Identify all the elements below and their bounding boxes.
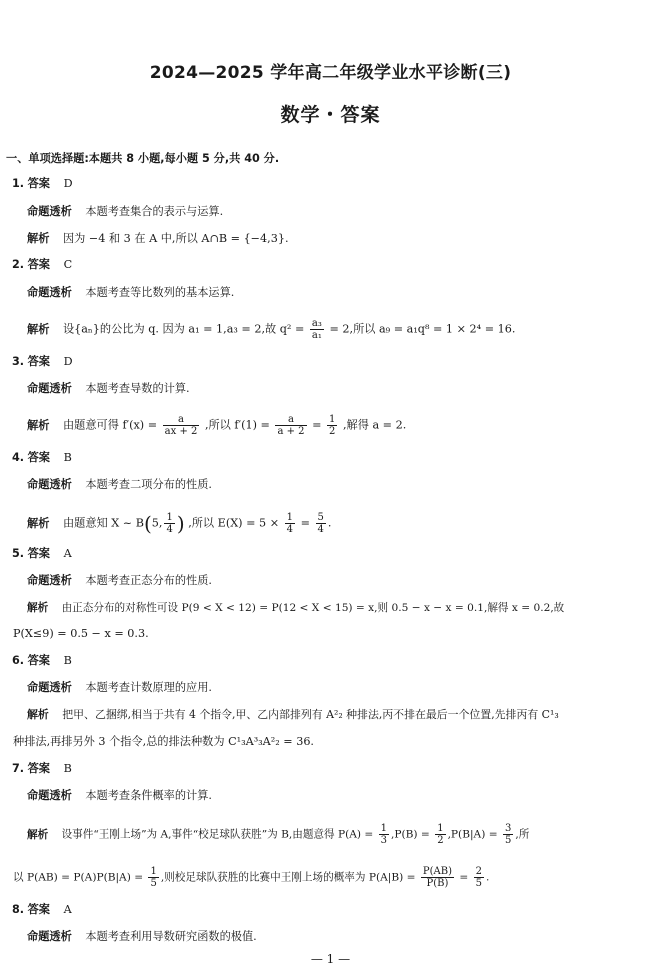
q3-analysis-mid: ,所以 f′(1) = — [204, 418, 270, 432]
q7-l1-f3-num: 3 — [504, 823, 512, 834]
q7-insight-line — [27, 789, 212, 803]
q7-l2-fraction-2 — [421, 866, 454, 889]
q3-fraction-2 — [275, 414, 306, 437]
q2-answer-line — [12, 258, 72, 272]
q4-binom-n: 5, — [151, 516, 163, 530]
q8-number: 8. — [12, 903, 25, 916]
q1-insight-label: 命题透析 — [27, 205, 72, 218]
q7-l1-pre: 设事件“王刚上场”为 A,事件“校足球队获胜”为 B,由题意得 P(A) = — [61, 828, 374, 841]
q7-l1-fraction-2 — [435, 823, 445, 846]
q4-insight-label: 命题透析 — [27, 478, 72, 491]
q5-insight-label: 命题透析 — [27, 574, 72, 587]
q7-l1-f1-den: 3 — [380, 835, 388, 846]
q7-answer-label: 答案 — [27, 762, 50, 775]
q4-f3-den: 4 — [317, 524, 324, 535]
q3-analysis-label: 解析 — [27, 418, 50, 432]
page-subtitle: 数学・答案 — [280, 104, 381, 126]
q7-analysis-line-2 — [13, 866, 489, 889]
q6-insight-label: 命题透析 — [27, 681, 72, 694]
q4-fraction-1 — [164, 512, 174, 535]
q4-f1-num: 1 — [166, 512, 173, 523]
q6-analysis-line-1 — [27, 708, 559, 722]
q1-analysis: 因为 −4 和 3 在 A 中,所以 A∩B = {−4,3}. — [62, 232, 289, 245]
q2-answer: C — [63, 258, 73, 271]
q7-l1-m1: ,P(B) = — [391, 828, 430, 841]
q7-answer: B — [63, 762, 72, 775]
q1-number: 1. — [12, 177, 25, 190]
q3-f2-den: a + 2 — [277, 426, 305, 437]
q7-l1-m2: ,P(B|A) = — [447, 828, 498, 841]
q4-analysis-line — [27, 512, 331, 535]
q7-insight: 本题考查条件概率的计算. — [85, 789, 212, 802]
q4-f2-den: 4 — [286, 524, 294, 535]
q2-insight-line — [27, 286, 234, 300]
q4-paren-close: ) — [176, 511, 185, 536]
section-heading: 一、单项选择题:本题共 8 小题,每小题 5 分,共 40 分. — [6, 152, 280, 165]
q3-f2-num: a — [275, 414, 306, 426]
q7-l2-f1-num: 1 — [150, 866, 157, 877]
q3-insight-label: 命题透析 — [27, 382, 72, 395]
q8-insight: 本题考查利用导数研究函数的极值. — [85, 930, 257, 943]
page-number: — 1 — — [310, 952, 351, 966]
q4-analysis-post: . — [327, 516, 332, 530]
q5-insight: 本题考查正态分布的性质. — [85, 574, 212, 587]
q7-l2-f2-den: P(B) — [426, 878, 449, 889]
q4-fraction-2 — [285, 512, 295, 535]
q6-answer-line — [12, 654, 72, 668]
q3-fraction-1 — [163, 414, 200, 437]
q4-number: 4. — [12, 451, 25, 464]
q7-l2-fraction-3 — [474, 866, 484, 889]
q5-number: 5. — [12, 547, 25, 560]
q1-insight-line — [27, 205, 223, 219]
q4-fraction-3 — [316, 512, 326, 535]
q4-analysis-pre: 由题意知 X ~ B — [62, 516, 144, 530]
q7-l1-fraction-1 — [379, 823, 389, 846]
q2-frac-den: a₁ — [311, 330, 322, 341]
q7-l2-equals: = — [459, 871, 469, 884]
q7-l2-f2-num: P(AB) — [422, 866, 452, 877]
q6-analysis-label: 解析 — [27, 708, 49, 721]
q4-insight: 本题考查二项分布的性质. — [85, 478, 212, 491]
q1-answer-line — [12, 177, 73, 191]
q4-equals: = — [300, 516, 310, 530]
q2-analysis-label: 解析 — [27, 322, 50, 336]
q7-l1-f3-den: 5 — [504, 835, 512, 846]
q7-insight-label: 命题透析 — [27, 789, 72, 802]
q5-insight-line — [27, 574, 212, 588]
q1-answer-label: 答案 — [27, 177, 50, 190]
q3-analysis-pre: 由题意可得 f′(x) = — [62, 418, 158, 432]
q8-insight-line — [27, 930, 257, 944]
q5-analysis-l1: 由正态分布的对称性可设 P(9 < X < 12) = P(12 < X < 15) = x,则 0.5 − x − x = 0.1,解得 x = 0.2,故 — [61, 602, 565, 614]
q3-fraction-3 — [327, 414, 337, 437]
q5-analysis-line-2: P(X≤9) = 0.5 − x = 0.3. — [13, 627, 149, 640]
q7-l1-f2-den: 2 — [437, 835, 444, 846]
q4-insight-line — [27, 478, 212, 492]
q3-answer-label: 答案 — [27, 355, 50, 368]
q7-answer-line — [12, 762, 72, 776]
q3-f3-den: 2 — [329, 426, 336, 437]
q8-answer-line — [12, 903, 72, 917]
q6-answer-label: 答案 — [27, 654, 50, 667]
q1-answer: D — [63, 177, 73, 190]
page-title: 2024—2025 学年高二年级学业水平诊断(三) — [149, 63, 512, 83]
q6-number: 6. — [12, 654, 25, 667]
q7-l2-pre: 以 P(AB) = P(A)P(B|A) = — [13, 871, 144, 884]
q2-fraction — [310, 318, 324, 341]
q6-answer: B — [63, 654, 72, 667]
q8-insight-label: 命题透析 — [27, 930, 72, 943]
q2-insight: 本题考查等比数列的基本运算. — [85, 286, 235, 299]
q4-paren-open: ( — [143, 511, 152, 536]
q2-number: 2. — [12, 258, 25, 271]
q3-insight: 本题考查导数的计算. — [85, 382, 190, 395]
q7-l1-post: ,所 — [515, 828, 530, 841]
q7-l2-fraction-1 — [148, 866, 158, 889]
q3-f1-den: ax + 2 — [164, 426, 198, 437]
q5-analysis-label: 解析 — [27, 602, 49, 614]
q4-analysis-mid: ,所以 E(X) = 5 × — [188, 516, 280, 530]
q5-answer-line — [12, 547, 72, 561]
q7-l1-f2-num: 1 — [437, 823, 444, 834]
q4-answer: B — [63, 451, 72, 464]
q1-insight: 本题考查集合的表示与运算. — [85, 205, 224, 218]
q7-l2-f1-den: 5 — [150, 878, 157, 889]
q7-l2-mid: ,则校足球队获胜的比赛中王刚上场的概率为 P(A|B) = — [160, 871, 416, 884]
q4-f1-den: 4 — [166, 524, 173, 535]
q3-f1-num: a — [163, 414, 200, 426]
q3-equals: = — [312, 418, 322, 432]
q7-l2-f3-num: 2 — [475, 866, 483, 877]
q7-l2-post: . — [486, 871, 490, 884]
q5-analysis-line-1 — [27, 601, 564, 615]
q6-analysis-line-2: 种排法,再排另外 3 个指令,总的排法种数为 C¹₃A³₃A²₂ = 36. — [13, 735, 314, 748]
q2-analysis-pre: 设{aₙ}的公比为 q. 因为 a₁ = 1,a₃ = 2,故 q² = — [62, 322, 305, 336]
q7-l1-fraction-3 — [503, 823, 513, 846]
q1-analysis-line — [27, 232, 289, 246]
q1-analysis-label: 解析 — [27, 232, 50, 245]
q6-insight: 本题考查计数原理的应用. — [85, 681, 212, 694]
q5-answer: A — [63, 547, 72, 560]
q4-answer-line — [12, 451, 72, 465]
q7-l1-f1-num: 1 — [380, 823, 388, 834]
q2-analysis-post: = 2,所以 a₉ = a₁q⁸ = 1 × 2⁴ = 16. — [329, 322, 516, 336]
q4-analysis-label: 解析 — [27, 516, 50, 530]
q6-insight-line — [27, 681, 212, 695]
q2-insight-label: 命题透析 — [27, 286, 72, 299]
q6-analysis-l1: 把甲、乙捆绑,相当于共有 4 个指令,甲、乙内部排列有 A²₂ 种排法,丙不排在最后一个位置,先排丙有 C¹₃ — [62, 708, 559, 721]
q7-l2-f3-den: 5 — [475, 878, 483, 889]
q8-answer: A — [63, 903, 72, 916]
q2-answer-label: 答案 — [27, 258, 50, 271]
q3-answer: D — [63, 355, 73, 368]
q3-f3-num: 1 — [329, 414, 336, 425]
q7-number: 7. — [12, 762, 25, 775]
q3-insight-line — [27, 382, 190, 396]
q5-answer-label: 答案 — [27, 547, 50, 560]
q8-answer-label: 答案 — [27, 903, 50, 916]
q3-analysis-post: ,解得 a = 2. — [342, 418, 407, 432]
q2-frac-num: a₃ — [311, 318, 322, 329]
q4-answer-label: 答案 — [27, 451, 50, 464]
q3-answer-line — [12, 355, 73, 369]
q3-number: 3. — [12, 355, 25, 368]
q7-analysis-label: 解析 — [27, 828, 49, 841]
q4-f3-num: 5 — [317, 512, 324, 523]
q4-f2-num: 1 — [286, 512, 294, 523]
q2-analysis-line — [27, 318, 515, 341]
q7-analysis-line-1 — [27, 823, 529, 846]
q3-analysis-line — [27, 414, 406, 437]
